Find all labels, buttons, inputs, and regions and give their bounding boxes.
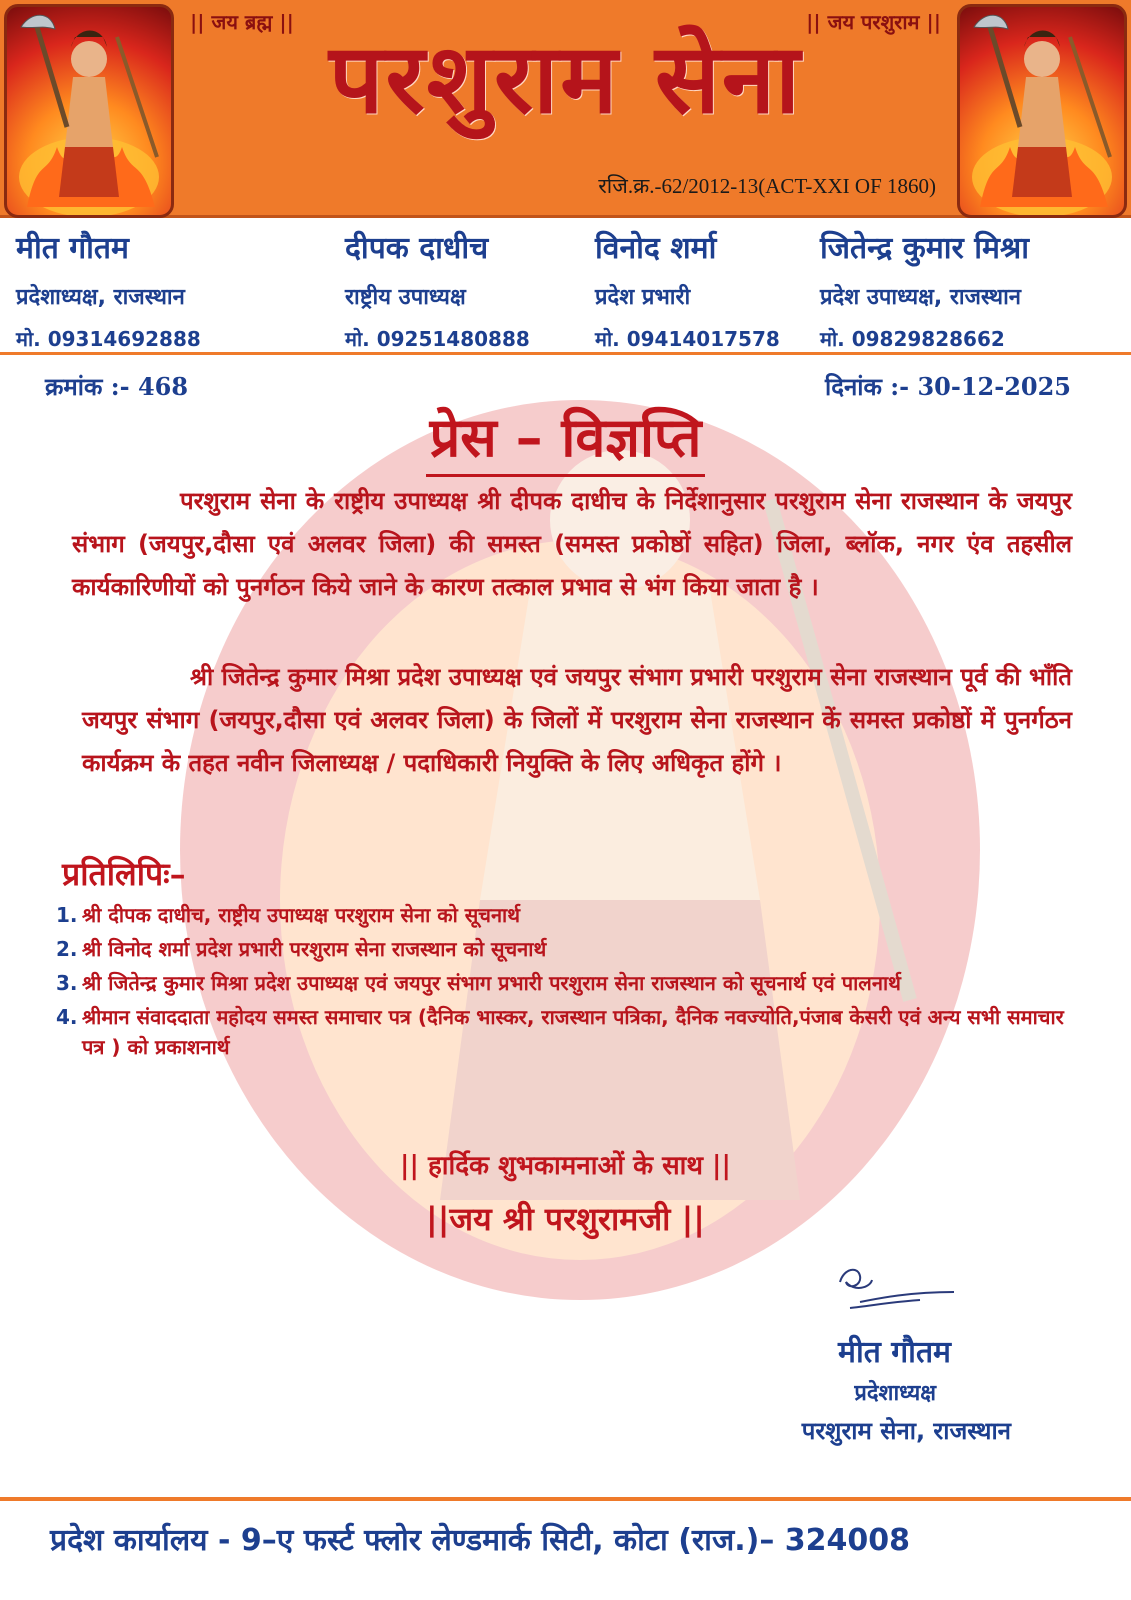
official-mobile: मो. 09829828662 — [820, 327, 1005, 351]
list-number: 2. — [56, 937, 78, 961]
list-text: श्रीमान संवाददाता महोदय समस्त समाचार पत्र (दैनिक भास्कर, राजस्थान पत्रिका, दैनिक नवज्योति,पंजाब केसरी एवं अन्य सभी समाचार पत्र ) को प्रकाशनार्थ — [82, 1005, 1064, 1059]
office-address: प्रदेश कार्यालय - 9–ए फर्स्ट फ्लोर लेण्डमार्क सिटी, कोटा (राज.)– 324008 — [50, 1523, 911, 1558]
signer-organization: परशुराम सेना, राजस्थान — [801, 1417, 1011, 1445]
deity-illustration-left — [7, 7, 171, 215]
official-post: प्रदेश उपाध्यक्ष, राजस्थान — [820, 285, 1021, 310]
official-post: प्रदेशाध्यक्ष, राजस्थान — [16, 285, 185, 310]
official-name: जितेन्द्र कुमार मिश्रा — [820, 231, 1029, 266]
paragraph-1-text: परशुराम सेना के राष्ट्रीय उपाध्यक्ष श्री दीपक दाधीच के निर्देशानुसार परशुराम सेना राजस्थान के जयपुर संभाग (जयपुर,दौसा एवं अलवर जिला) की समस्त (समस्त प्रकोष्ठों सहित) जिला, ब्लॉक, नगर एंव तहसील कार्यकारिणीयों को पुनर्गठन किये जाने के कारण तत्काल प्रभाव से भंग किया जाता है । — [72, 487, 1072, 601]
official-vinod-sharma — [595, 226, 780, 352]
letter-date: दिनांक :- 30-12-2025 — [825, 372, 1071, 401]
official-name: मीत गौतम — [16, 231, 129, 266]
list-text: श्री जितेन्द्र कुमार मिश्रा प्रदेश उपाध्यक्ष एवं जयपुर संभाग प्रभारी परशुराम सेना राजस्थान को सूचनार्थ एवं पालनार्थ — [82, 971, 901, 995]
organization-title: परशुराम सेना — [328, 23, 803, 135]
letterhead-header — [0, 0, 1131, 218]
list-item — [56, 934, 1076, 964]
official-jitendra-mishra — [820, 226, 1029, 352]
parshuram-image-right — [957, 4, 1127, 218]
press-release-heading-wrap — [0, 398, 1131, 477]
official-name: विनोद शर्मा — [595, 231, 717, 266]
official-post: राष्ट्रीय उपाध्यक्ष — [345, 285, 466, 310]
signer-name: मीत गौतम — [838, 1335, 951, 1370]
paragraph-2 — [82, 656, 1072, 785]
official-deepak-dadhich — [345, 226, 530, 352]
paragraph-2-text: श्री जितेन्द्र कुमार मिश्रा प्रदेश उपाध्यक्ष एवं जयपुर संभाग प्रभारी परशुराम सेना राजस्थान पूर्व की भाँति जयपुर संभाग (जयपुर,दौसा एवं अलवर जिला) के जिलों में परशुराम सेना राजस्थान कें समस्त प्रकोष्ठों में पुनर्गठन कार्यक्रम के तहत नवीन जिलाध्यक्ष / पदाधिकारी नियुक्ति के लिए अधिकृत होंगे । — [82, 663, 1072, 777]
deity-illustration-right — [960, 7, 1124, 215]
tagline-jai-brahm: || जय ब्रह्म || — [190, 10, 294, 34]
best-wishes: || हार्दिक शुभकामनाओं के साथ || — [400, 1151, 731, 1181]
list-number: 3. — [56, 971, 78, 995]
officials-bar — [0, 218, 1131, 356]
header-divider — [0, 352, 1131, 355]
official-mobile: मो. 09314692888 — [16, 327, 201, 351]
list-item — [56, 900, 1076, 930]
signer-post: प्रदेशाध्यक्ष — [854, 1381, 936, 1406]
official-post: प्रदेश प्रभारी — [595, 285, 691, 310]
official-meet-gautam — [16, 226, 201, 352]
official-name: दीपक दाधीच — [345, 231, 489, 266]
copy-to-list — [56, 900, 1076, 1066]
press-release-heading: प्रेस – विज्ञप्ति — [426, 398, 706, 477]
list-item — [56, 968, 1076, 998]
list-text: श्री विनोद शर्मा प्रदेश प्रभारी परशुराम सेना राजस्थान को सूचनार्थ — [82, 937, 547, 961]
list-text: श्री दीपक दाधीच, राष्ट्रीय उपाध्यक्ष परशुराम सेना को सूचनार्थ — [82, 903, 521, 927]
tagline-jai-parshuram: || जय परशुराम || — [806, 10, 941, 34]
footer-divider — [0, 1497, 1131, 1501]
copy-to-heading: प्रतिलिपिः– — [62, 855, 186, 893]
parshuram-image-left — [4, 4, 174, 218]
official-mobile: मो. 09251480888 — [345, 327, 530, 351]
registration-number: रजि.क्र.-62/2012-13(ACT-XXI OF 1860) — [598, 174, 936, 198]
serial-number: क्रमांक :- 468 — [45, 372, 189, 401]
list-number: 4. — [56, 1005, 78, 1029]
list-number: 1. — [56, 903, 78, 927]
signature — [830, 1262, 960, 1322]
list-item — [56, 1002, 1076, 1062]
slogan: ||जय श्री परशुरामजी || — [426, 1200, 705, 1238]
official-mobile: मो. 09414017578 — [595, 327, 780, 351]
paragraph-1 — [72, 480, 1072, 609]
